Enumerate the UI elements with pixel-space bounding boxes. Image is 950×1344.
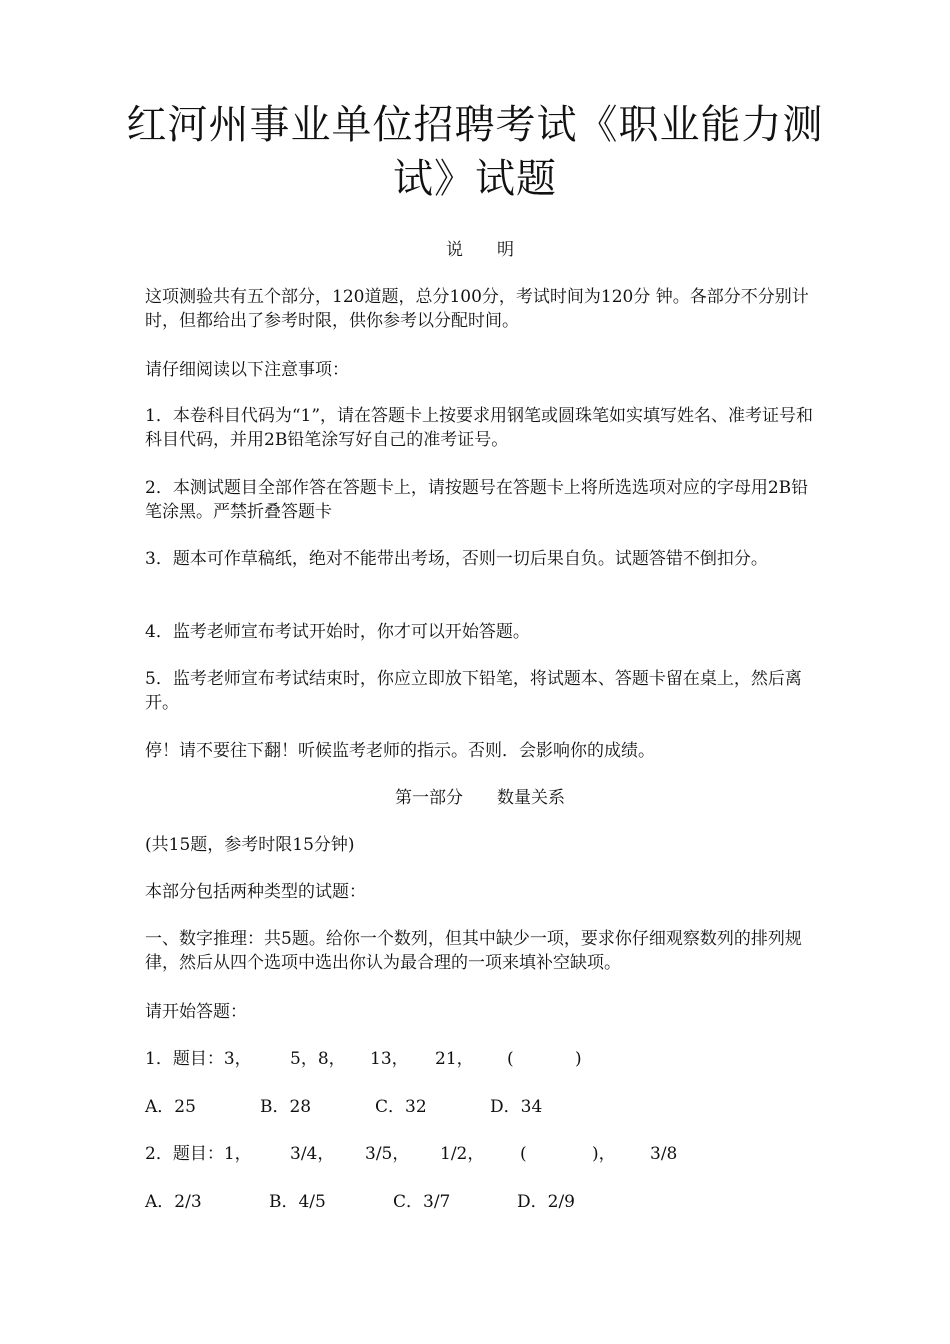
question-1-stem-part: 21， (435, 1049, 474, 1069)
option-b: B．4/5 (269, 1192, 326, 1212)
option-a: A．25 (145, 1097, 196, 1117)
question-2-stem-part: 1/2， (440, 1144, 485, 1164)
question-2-stem-part: 3/8 (650, 1144, 678, 1164)
stop-notice: 停！请不要往下翻！听候监考老师的指示。否则．会影响你的成绩。 (145, 741, 655, 761)
question-1-stem (145, 1047, 815, 1071)
part1-time-limit: (共15题，参考时限15分钟) (145, 835, 355, 855)
question-2-stem-part: 2．题目：1， (145, 1144, 252, 1164)
question-2-blank-close: )， (592, 1144, 616, 1164)
question-2-stem (145, 1142, 815, 1166)
part1-heading: 第一部分 数量关系 (395, 788, 565, 808)
question-1-stem-part: 13， (370, 1049, 409, 1069)
note-4: 4．监考老师宣布考试开始时，你才可以开始答题。 (145, 622, 530, 642)
question-2-stem-part: 3/5， (365, 1144, 410, 1164)
note-1: 1．本卷科目代码为“1”，请在答题卡上按要求用钢笔或圆珠笔如实填写姓名、准考证号和科目代码，并用2B铅笔涂写好自己的准考证号。 (145, 406, 814, 450)
question-2-options (145, 1190, 815, 1214)
question-1-blank-open: ( (507, 1049, 514, 1069)
note-3: 3．题本可作草稿纸，绝对不能带出考场，否则一切后果自负。试题答错不倒扣分。 (145, 549, 768, 569)
question-2-stem-part: 3/4， (290, 1144, 335, 1164)
option-b: B．28 (260, 1097, 312, 1117)
question-1-stem-part: 1．题目：3， (145, 1049, 252, 1069)
question-1-stem-part: 5，8， (290, 1049, 346, 1069)
intro-paragraph: 这项测验共有五个部分，120道题，总分100分，考试时间为120分 钟。各部分不分别计时，但都给出了参考时限，供你参考以分配时间。 (145, 287, 809, 331)
option-a: A．2/3 (145, 1192, 202, 1212)
option-d: D．34 (490, 1097, 543, 1117)
question-1-options (145, 1095, 815, 1119)
option-c: C．32 (375, 1097, 427, 1117)
number-reasoning-description: 一、数字推理：共5题。给你一个数列，但其中缺少一项，要求你仔细观察数列的排列规律，然后从四个选项中选出你认为最合理的一项来填补空缺项。 (145, 929, 802, 973)
question-1-blank-close: ) (575, 1049, 582, 1069)
option-d: D．2/9 (517, 1192, 575, 1212)
note-5: 5．监考老师宣布考试结束时，你应立即放下铅笔，将试题本、答题卡留在桌上，然后离开。 (145, 669, 802, 713)
note-2: 2．本测试题目全部作答在答题卡上，请按题号在答题卡上将所选选项对应的字母用2B铅笔涂黑。严禁折叠答题卡 (145, 478, 809, 522)
instructions-heading: 说 明 (446, 240, 514, 260)
notice-heading: 请仔细阅读以下注意事项： (145, 360, 349, 380)
part1-types-intro: 本部分包括两种类型的试题： (145, 882, 366, 902)
document-title: 红河州事业单位招聘考试《职业能力测试》试题 (126, 102, 824, 202)
start-prompt: 请开始答题： (145, 1002, 247, 1022)
question-2-blank-open: ( (520, 1144, 527, 1164)
option-c: C．3/7 (393, 1192, 451, 1212)
